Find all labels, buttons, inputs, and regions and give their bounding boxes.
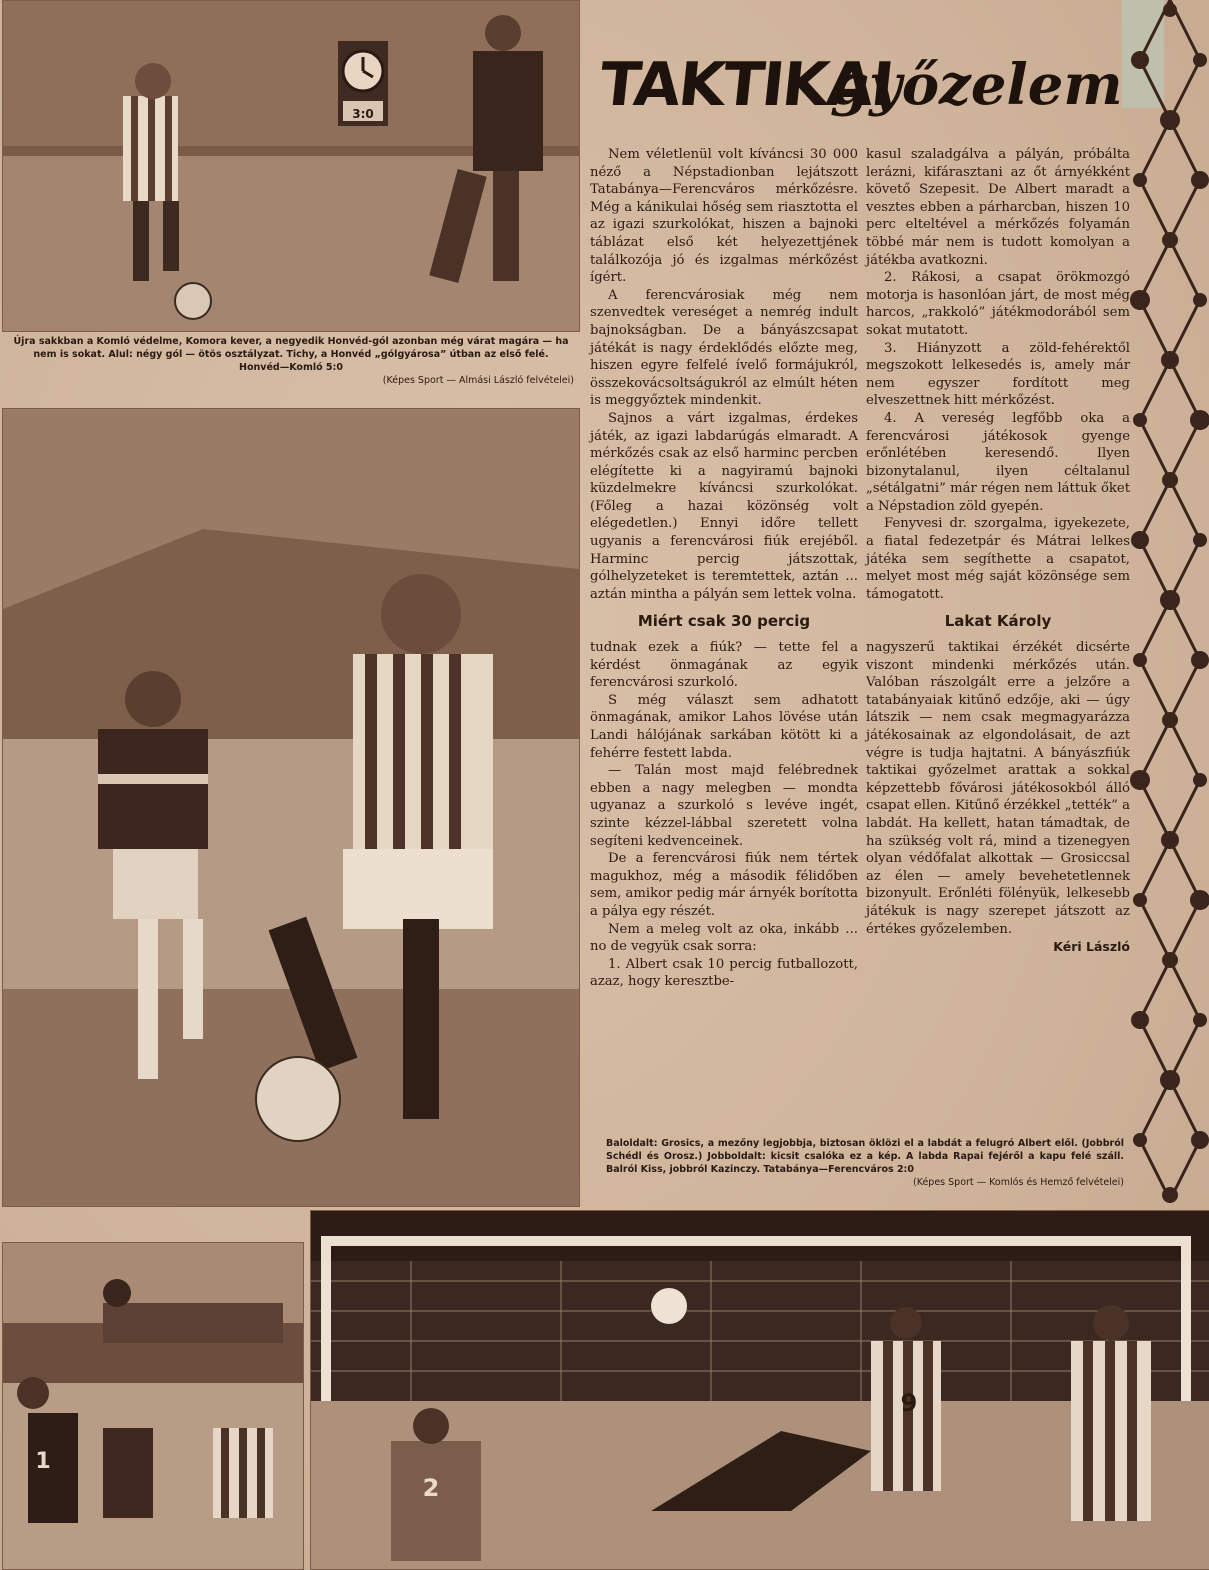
col2-paragraph-4: 4. A vereség legfőbb oka a ferencvárosi játékosok gyenge erőnlétében keresendő. Ilyen bizonytalanul, ilyen céltalanul „sétálgatni” már régen nem láttuk őket a Népstadion zöld gyepén. (866, 410, 1130, 514)
photo-goal-mouth (310, 1210, 1209, 1570)
col1-paragraph-7: De a ferencvárosi fiúk nem tértek magukhoz, még a második félidőben sem, amikor pedig már árnyék borította a pálya egy részét. (590, 851, 858, 919)
article-column-1 (590, 146, 858, 991)
col1-paragraph-5: S még választ sem adhatott önmagának, amikor Lahos lövése után Landi hálójának sarkában kötött ki a fehérre festett labda. (590, 692, 858, 761)
decorative-molecule-pattern (1130, 0, 1209, 1210)
caption-bottom (606, 1137, 1124, 1189)
col2-paragraph-6: nagyszerű taktikai érzékét dicsérte viszont mindenki mérkőzés után. Valóban rászolgált erre a jelzőre a tatabányaiak kitűnő edzője, aki — úgy látszik — nem csak megmagyarázza játékosainak az elgondolásait, de azt végre is tudja hajtatni. A bányászfiúk taktikai győzelmet arattak a sokkal képzettebb fővárosi játékosokból álló csapat ellen. Kitűnő érzékkel „tették” a labdát. Ha kellett, hatan támadtak, de ha szükség volt rá, mind a tizenegyen olyan védőfalat alkottak — Grosiccsal az élen — amely bevehetetlennek bizonyult. Erőnléti fölényük, lelkesebb játékuk is nagy szerepet játszott az értékes győzelemben. (866, 640, 1130, 937)
col1-paragraph-3: Sajnos a várt izgalmas, érdekes játék, az igazi labdarúgás elmaradt. A mérkőzés csak az első harminc percben elégítette ki a nagyiramú bajnoki küzdelmekre kíváncsi szurkolókat. (Főleg a hazai közönség volt elégedetlen.) Ennyi időre tellett ugyanis a ferencvárosi fiúk erejéből. Harminc percig játszottak, gólhelyzeteket is teremtettek, aztán ... aztán mintha a pályán sem lettek volna. (590, 410, 858, 602)
title-gyozelem: győzelem (830, 52, 1123, 118)
caption-top-credit: (Képes Sport — Almási László felvételei) (382, 375, 574, 386)
photo-honved-komlo-top (2, 0, 580, 332)
jersey-number-9: 9 (900, 1389, 918, 1417)
caption-bottom-text: Baloldalt: Grosics, a mezőny legjobbja, biztosan öklözi el a labdát a felugró Albert elől. (Jobbról Schédl és Orosz.) Jobboldalt: kicsit csalóka ez a kép. A labda Rapai fejéről a kapu felé száll. Balról Kiss, jobbról Kazinczy. Tatabánya—Ferencváros 2:0 (606, 1138, 1124, 1175)
article-title (590, 40, 1130, 140)
col2-paragraph-2: 2. Rákosi, a csapat örökmozgó motorja is hasonlóan járt, de most még harcos, „rakkoló” játékmodorából sem sokat mutatott. (866, 270, 1130, 338)
col2-paragraph-5: Fenyvesi dr. szorgalma, igyekezete, a fiatal fedezetpár és Mátrai lelkes játéka sem segíthette a csapatot, melyet most még saját közönsége sem támogatott. (866, 516, 1130, 602)
jersey-number-2: 2 (422, 1474, 440, 1502)
col2-paragraph-3: 3. Hiányzott a zöld-fehérektől megszokott lelkesedés is, amely már nem egyszer fordított meg elveszettnek hitt mérkőzést. (866, 340, 1130, 409)
col1-paragraph-9: 1. Albert csak 10 percig futballozott, azaz, hogy keresztbe- (590, 956, 858, 990)
title-taktikai: TAKTIKAI (596, 50, 896, 120)
photo-grosics-punch (2, 1242, 304, 1570)
col2-paragraph-1: kasul szaladgálva a pályán, próbálta lerázni, kifárasztani az őt árnyékként követő Szepesit. De Albert maradt a vesztes ebben a párharcban, hiszen 10 perc elteltével a mérkőzés folyamán többé már nem is tudott komolyan a játékba avatkozni. (866, 147, 1130, 268)
article-column-2 (866, 146, 1130, 956)
col1-paragraph-8: Nem a meleg volt az oka, inkább ... no de vegyük csak sorra: (590, 921, 858, 955)
scoreboard-score: 3:0 (352, 107, 374, 121)
col1-paragraph-4: tudnak ezek a fiúk? — tette fel a kérdést önmagának az egyik ferencvárosi szurkoló. (590, 640, 858, 691)
col1-paragraph-1: Nem véletlenül volt kíváncsi 30 000 néző a Népstadionban lejátszott Tatabánya—Ferencváros mérkőzésre. Még a kánikulai hőség sem riasztotta el az igazi szurkolókat, hiszen a bajnoki táblázat első két helyezettjének találkozója jó és izgalmas mérkőzést ígért. (590, 147, 858, 286)
caption-top (8, 335, 574, 387)
jersey-number-keeper: 1 (35, 1449, 51, 1474)
col2-subheading: Lakat Károly (944, 612, 1052, 631)
caption-top-result: Honvéd—Komló 5:0 (239, 362, 343, 373)
article-signature: Kéri László (1053, 939, 1130, 955)
col1-paragraph-6: — Talán most majd felébrednek ebben a nagy melegben — mondta ugyanaz a szurkoló s levéve ingét, szinte kézzel-lábbal szeretett volna segíteni kedvenceinek. (590, 763, 858, 849)
caption-bottom-credit: (Képes Sport — Komlós és Hemző felvételei) (912, 1177, 1124, 1188)
photo-tichy-large (2, 408, 580, 1207)
col1-subheading: Miért csak 30 percig (637, 612, 811, 631)
col1-paragraph-2: A ferencvárosiak még nem szenvedtek vereséget a nemrég indult bajnokságban. De a bányászcsapat játékát is nagy érdeklődés előzte meg, hiszen egyre felfelé ívelő formájukról, összekovácsoltságukról az elmúlt héten is meggyőztek mindenkit. (590, 287, 858, 409)
caption-top-text: Újra sakkban a Komló védelme, Komora kever, a negyedik Honvéd-gól azonban még várat magára — ha nem is sokat. Alul: négy gól — ötös osztályzat. Tichy, a Honvéd „gólgyárosa” útban az első felé. (13, 336, 569, 360)
